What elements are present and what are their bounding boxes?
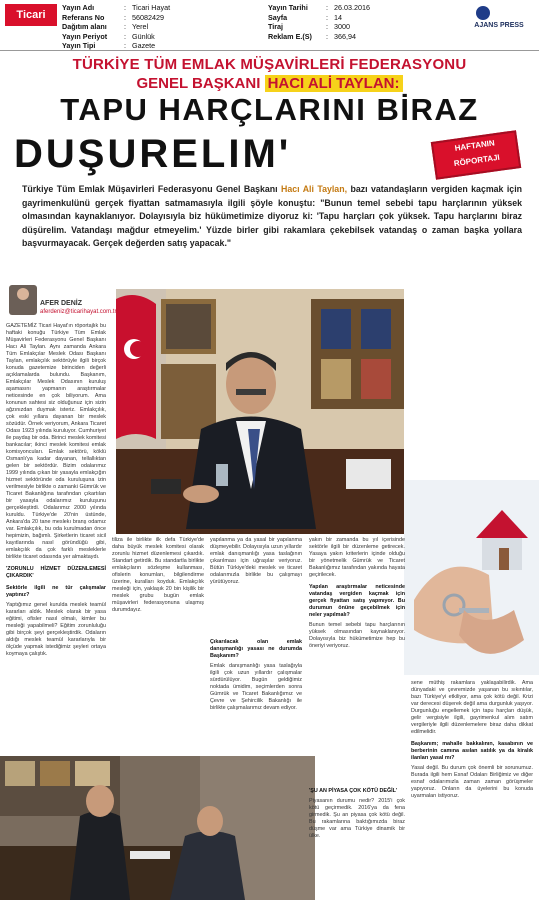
agency-logo [466,6,532,32]
column-2 [112,537,204,614]
column-1 [6,323,106,658]
column-5b-text: Yasal değil. Bu durum çok önemli bir sorunumuz. Burada ilgili hem Esnaf Odaları Birliğimiz ve diğer esnaf odalarımızla zaman zaman görüşmeler yapıyoruz. Onların da üyelerini bu konuda uyarmaları istiyoruz. [411,765,533,799]
question-listings: Başkanım; mahalle bakkalının, kasabının ve berberinin camına asılan satılık ya da kiralık ilanları yasal mı? [411,741,533,761]
right-colon: : [326,12,328,22]
right-key: Sayfa [268,12,288,22]
column-4-text: yakın bir zamanda bu yıl içerisinde sektörle ilgili bir düzenleme getirecek. Yasaya yakın kriterlerin içinde olduğu bir yönetmelik Gümrük ve Ticaret Bakanlığımız tarafından yakında hayata geçirilecek. [309,537,405,578]
column-3 [210,537,302,586]
intro-name: Hacı Ali Taylan, [281,184,348,194]
column-5-text: sene müthiş rakamlara yaklaşabilirdik. Ama dünyadaki ve çevremizde yaşanan bu sıkıntılar, bazı Türkiye'yi etkiliyor, ama çok kötü değil. Krizi var derecesi düşerek değil ama durgunluk yaşıyor. Durgunluğu engellemek için tapu harçları düşük, gelir vergisiyle ilgili, gayrimenkul alım satım vergileriyle ilgili düzenlemelere biraz daha dikkat edilmelidir. [411,680,533,735]
right-value: 14 [334,12,342,22]
left-value: Ticari Hayat [132,3,171,12]
right-value: 26.03.2016 [334,3,370,12]
kicker-prefix: GENEL BAŞKANI [136,75,261,92]
left-key: Dağıtım alanı [62,22,107,32]
subheading-mandatory-service: 'ZORUNLU HİZMET DÜZENLEMESİ ÇIKARDIK' [6,566,106,579]
left-row [62,13,170,23]
column-3b [210,634,302,712]
column-2-text: tiliza ile birlikte ilk defa Türkiye'de daha büyük meslek komitesi olarak zorunlu hizmet düzenlemesi çıkardık. Standart getirdik. Bu standartla birlikte emlakçıların sözleşme kullanması, ofislerin konumları, bilgilendirme üzerine, kuralları koyduk. Emlakçılık mesleği için, yaklaşık 20 bin kişilik bir meslek grubu bugün emlak müşavirleri federasyonuna ulaşmış durumdayız. [112,537,204,613]
left-colon: : [124,12,126,22]
right-colon: : [326,31,328,41]
left-value: Günlük [132,31,155,41]
column-3b-text: Emlak danışmanlığı yasa taslağıyla ilgili çok uzun yıllardır çalışmalar sürdürülüyor. Bugün geldiğimiz noktada ümidim, seçimlerden sonra Gümrük ve Ticaret Bakanlığımız ve Çevre ve Şehircilik Bakanlığı ile birlikte çalışmalarımız devam ediyor. [210,663,302,711]
meta-right [268,3,370,41]
stamp-line-1: HAFTANIN [454,138,496,153]
meta-left [62,3,170,51]
right-value: 366,94 [334,31,356,41]
weekly-interview-stamp [431,130,521,180]
right-key: Tiraj [268,22,284,32]
article-intro [22,183,522,251]
left-value: Gazete [132,41,156,51]
intro-part-a: Türkiye Tüm Emlak Müşavirleri Federasyonu Genel Başkanı [22,184,278,194]
column-3-text: yapılanma ya da yasal bir yapılanma düşmeyebilir. Dolayısıyla uzun yıllardır emlak danışmanlığı yasa taslağının çıkarılması için uğraşılar veriyoruz. Bütün Türkiye'deki meslek ve ticaret odalarımızla birlikte bu çalışmayı yürütüyoruz. [210,537,302,585]
left-colon: : [124,31,126,41]
right-value: 3000 [334,22,350,32]
question-sector-work: Sektörle ilgili ne tür çalışmalar yaptınız? [6,585,106,598]
publication-logo: Ticari Hayat [5,4,57,26]
left-key: Yayın Tipi [62,41,96,51]
interview-photo-art [116,289,404,534]
right-colon: : [326,3,328,12]
header-divider [0,50,539,51]
left-colon: : [124,3,126,12]
left-key: Referans No [62,12,105,22]
right-row [268,32,370,42]
right-key: Yayın Tarihi [268,3,308,12]
stamp-line-2: RÖPORTAJI [453,152,501,169]
right-row [268,3,370,13]
column-4 [309,537,405,650]
question-tax-evasion: Yapılan araştırmalar neticesinde vatandaş vergiden kaçmak için gerçek fiyattan satış yapmıyor. Bu durumun önüne geçebilmek için neler yapılmalı? [309,584,405,618]
headline-line-1: TAPU HARÇLARINI BİRAZ [60,92,479,127]
right-row [268,13,370,23]
author-email: aferdeniz@ticarihayat.com.tr [40,309,117,315]
column-4b-text: Bunun temel sebebi tapu harçlarının yüksek olmasından kaynaklanıyor. Dolayısıyla biz hükümetimize hep bu öneriyi veriyoruz. [309,622,405,649]
right-colon: : [326,22,328,32]
author-photo [9,285,37,315]
intro-part-b: bazı vatandaşların vergiden kaçmak için gayrimenkulünü gerçek fiyattan satmamasıyla ilgili şöyle konuştu: "Bunun temel sebebi tapu harçlarının yüksek olmasından kaynaklanıyor. Dolayısıyla biz hükümetimize diyoruz ki: 'Tapu harçları çok yüksek. Tapu harçlarını biraz düşürelim. Vatandaşı mağdur etmeyelim.' Yüzde birler gibi rakamlara çekebilsek vatandaş o zaman başka yollara başvurmayacak. Gerçek değerden satış yapacak." [22,184,523,249]
agency-name: AJANS PRESS [474,22,524,29]
question-law-status: Çıkarılacak olan emlak danışmanlığı yasası ne durumda Başkanım? [210,639,302,659]
left-key: Yayın Periyot [62,31,108,41]
headline-line-2: DUŞURELIM' [14,132,292,176]
subheading-market: 'ŞU AN PİYASA ÇOK KÖTÜ DEĞİL' [309,788,398,794]
left-value: 56082429 [132,12,164,22]
left-row [62,3,170,13]
column-1b-text: Yaptığımız genel kurulda meslek teamül kararları aldık. Meslek olarak bir yasa eğitimi, ofisler nasıl olmalı, kimler bu mesleği yapabilmeli? Eğitim zorunluluğu gibi birçok şeyi gerçekleştirdik. Odaların aldığı meslek teamül kararlarıyla bir ölçüde yapmak istediğimiz şeyleri ortaya koymaya çalıştık. [6,602,106,657]
interview-photo [116,289,404,534]
left-row [62,22,170,32]
column-4c-text: Piyasanın durumu nedir? 2015'i çok kötü geçirmedik. 2016'ya da fena girmedik. Şu an piyasa çok kötü değil. Bu rakamlarına baktığımızda biraz düşme var ama Türkiye dinamik bir ülke. [309,798,405,839]
kicker-name: HACI ALİ TAYLAN: [265,75,403,92]
column-4c [309,783,405,840]
left-value: Yerel [132,22,149,32]
column-1-text: GAZETEMİZ Ticari Hayat'ın röportajlık bu haftaki konuğu Türkiye Tüm Emlak Müşavirleri Federasyonu Genel Başkanı Hacı Ali Taylan. Aynı zamanda Ankara Tüm Emlakçılar Meslek Odası Başkanı Taylan, emlakçılık sektörüyle ilgili birçok konuda gazetemize birinciden değerli açıklamalarda bulundu. Başkanım, Emlakçılar Meslek Odasının kuruluş aşamasını yapmanın araştırmalar neticesinde en çok biliyorum. Ama konunun sahtesi siz olduğunuz için sizin ağzınızdan duymak isteriz. Emlakçılık, çok eski yıllara dayanan bir meslek sözüdür. Örnek veriyorum, Ankara Ticaret Odası 1923 yılında kuruluyor. Cumhuriyet ile paydaş bir oda. Birinci meslek komitesi bankacılar; ikinci meslek komitesi emlak komisyoncuları. Emlak sektörü, köklü Osmanlı'ya kadar dayanan, tellallıktan gelen bir sektördür. Bizim odalarımız 1999 yılında çıkan bir yasayla emlakçığın hizmet sektöründe oda kuruluşuna izin verilmesiyle birlikte o zamanki Gümrük ve Ticaret Bakanlığına tarafından çıkartılan bir yasayla odalarımız kuruluşunu gerçekleştirdi. Odalarımız 2000 yılında kuruldu. Türkiye'de 20'nin üstünde, Ankara'da 20 tane meslekı branş odamız var. Emlakçılık, bu oda kurulmadan önce hepimizin, bağımlı. Şirketlerin ticaret sicil kayıtlarında nasıl göründüğü gibi, emlakçılık da çok farklı mesleklerle birlikte ticaret odasında yer almaktaydı. [6,323,106,560]
house-keys-photo [404,480,539,675]
left-key: Yayın Adı [62,3,95,12]
office-meeting-photo [0,756,315,900]
office-meeting-art [0,756,315,900]
kicker-line-1: TÜRKİYE TÜM EMLAK MÜŞAVİRLERİ FEDERASYONU [72,56,467,73]
right-row [268,22,370,32]
agency-globe-icon [476,6,490,20]
left-colon: : [124,41,126,51]
column-5 [411,680,533,800]
kicker-line-2 [0,75,539,92]
right-key: Reklam E.(S) [268,31,312,41]
left-colon: : [124,22,126,32]
house-keys-art [404,480,539,675]
author-name: AFER DENİZ [40,300,82,307]
left-row [62,32,170,42]
